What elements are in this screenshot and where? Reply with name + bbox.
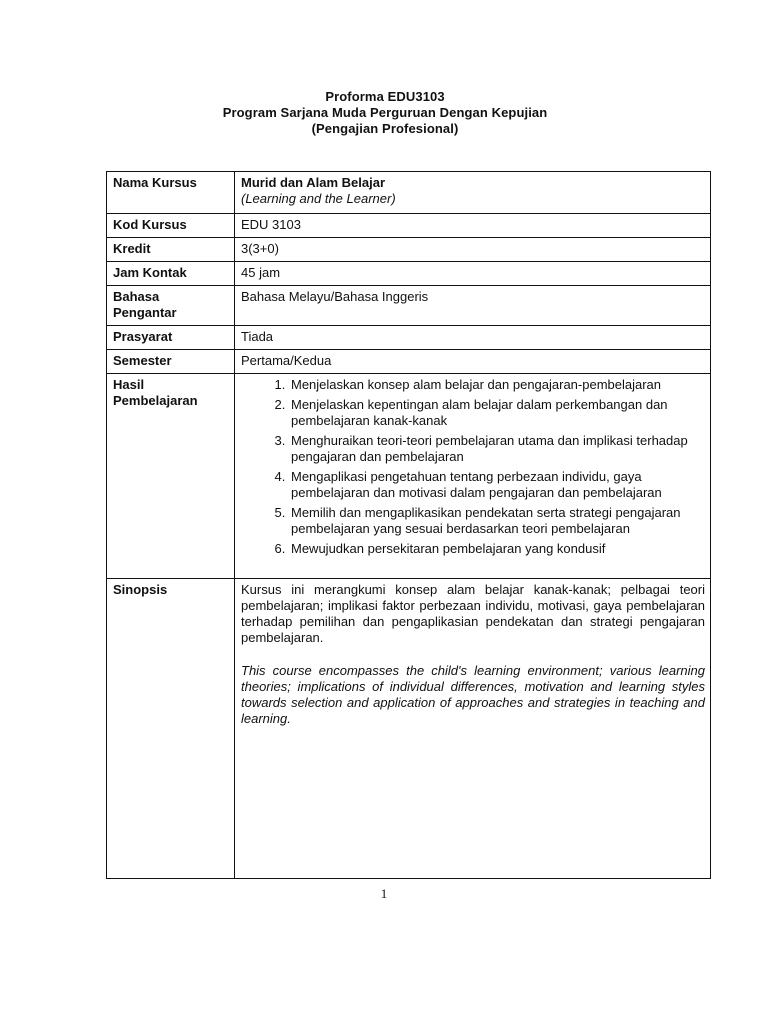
label-semester: Semester: [107, 350, 235, 374]
row-kod-kursus: [107, 214, 711, 238]
row-kredit: [107, 238, 711, 262]
list-item: 5. Memilih dan mengaplikasikan pendekatan serta strategi pengajaran pembelajaran yang sesuai berdasarkan teori pembelajaran: [289, 505, 705, 537]
value-hasil-pembelajaran: [235, 374, 711, 579]
proforma-table: [106, 171, 711, 879]
document-header: [0, 89, 768, 137]
list-item: 2. Menjelaskan kepentingan alam belajar dalam perkembangan dan pembelajaran kanak-kanak: [289, 397, 705, 429]
value-bahasa-pengantar: Bahasa Melayu/Bahasa Inggeris: [235, 286, 711, 326]
learning-outcomes-list: [241, 377, 705, 557]
label-hasil-line2: Pembelajaran: [113, 393, 198, 408]
label-sinopsis: Sinopsis: [107, 579, 235, 879]
row-jam-kontak: [107, 262, 711, 286]
label-bahasa-pengantar: [107, 286, 235, 326]
label-jam-kontak: Jam Kontak: [107, 262, 235, 286]
course-name: Murid dan Alam Belajar: [241, 175, 385, 190]
row-bahasa-pengantar: [107, 286, 711, 326]
document-title: Proforma EDU3103: [325, 89, 445, 104]
value-semester: Pertama/Kedua: [235, 350, 711, 374]
label-hasil-line1: Hasil: [113, 377, 145, 392]
label-bahasa-line1: Bahasa: [113, 289, 160, 304]
value-nama-kursus: [235, 172, 711, 214]
list-item: 4. Mengaplikasi pengetahuan tentang perbezaan individu, gaya pembelajaran dan motivasi dalam pengajaran dan pembelajaran: [289, 469, 705, 501]
synopsis-english: This course encompasses the child's learning environment; various learning theories; implications of individual differences, motivation and learning styles towards selection and application of approaches and strategies in teaching and learning.: [241, 663, 705, 726]
label-hasil-pembelajaran: [107, 374, 235, 579]
value-kod-kursus: EDU 3103: [235, 214, 711, 238]
course-name-english: (Learning and the Learner): [241, 191, 396, 206]
program-subtitle: (Pengajian Profesional): [311, 121, 459, 136]
value-kredit: 3(3+0): [235, 238, 711, 262]
value-sinopsis: [235, 579, 711, 879]
row-hasil-pembelajaran: [107, 374, 711, 579]
label-kod-kursus: Kod Kursus: [107, 214, 235, 238]
list-item: 6. Mewujudkan persekitaran pembelajaran yang kondusif: [289, 541, 705, 557]
label-bahasa-line2: Pengantar: [113, 305, 177, 320]
value-prasyarat: Tiada: [235, 326, 711, 350]
list-item: 3. Menghuraikan teori-teori pembelajaran utama dan implikasi terhadap pengajaran dan pembelajaran: [289, 433, 705, 465]
row-semester: [107, 350, 711, 374]
list-item: 1. Menjelaskan konsep alam belajar dan pengajaran-pembelajaran: [289, 377, 705, 393]
value-jam-kontak: 45 jam: [235, 262, 711, 286]
page-number: 1: [380, 886, 388, 901]
program-name: Program Sarjana Muda Perguruan Dengan Kepujian: [222, 105, 548, 120]
row-nama-kursus: [107, 172, 711, 214]
label-kredit: Kredit: [107, 238, 235, 262]
synopsis-malay: Kursus ini merangkumi konsep alam belajar kanak-kanak; pelbagai teori pembelajaran; implikasi faktor perbezaan individu, motivasi, gaya pembelajaran terhadap pemilihan dan pengaplikasian pendekatan dan strategi pengajaran pembelajaran.: [241, 582, 705, 645]
row-prasyarat: [107, 326, 711, 350]
row-sinopsis: [107, 579, 711, 879]
label-prasyarat: Prasyarat: [107, 326, 235, 350]
label-nama-kursus: Nama Kursus: [107, 172, 235, 214]
